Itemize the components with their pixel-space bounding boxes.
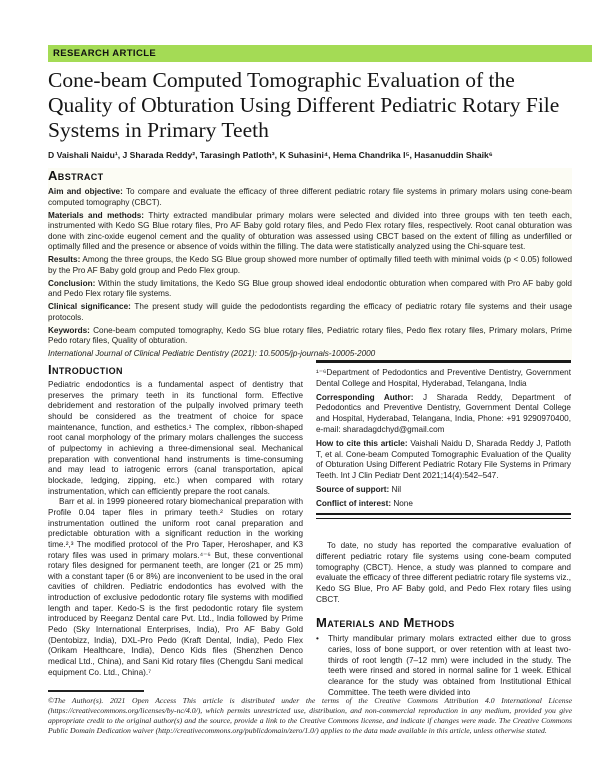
affiliation-note: ¹⁻⁶Department of Pedodontics and Preventive Dentistry, Government Dental College and Hospital, Hyderabad, Telangana, India [316, 368, 571, 388]
abstract-methods-text: Thirty extracted mandibular primary molars were selected and divided into three groups with ten teeth each, instrumented with Kedo SG Blue rotary files, Pro AF Baby gold rotary files, and Pedo Flex rotary files, respectively. Root canal obturation was done with zinc-oxide eugenol cement and the quality of obturation was assessed using CBCT based on the extent of filling as underfilled or optimally filled and the presence or absence of voids within the filling. The data were statistically analyzed using the Chi-square test. [48, 210, 573, 251]
conflict-of-interest-text: None [391, 499, 413, 509]
research-article-badge [48, 45, 592, 62]
abstract-keywords [48, 326, 572, 347]
conflict-of-interest [316, 499, 571, 510]
abstract-methods-label: Materials and methods: [48, 210, 144, 220]
abstract-keywords-label: Keywords: [48, 325, 90, 335]
materials-bullet-text: Thirty mandibular primary molars extracted either due to gross caries, loss of bone support, or over retention with at least two-thirds of root length (7–12 mm) were included in the study. The teeth were rinsed and stored in normal saline for 1 week. Ethical clearance for the study was obtained from Institutional Ethical Committee. The teeth were divided into [328, 634, 571, 697]
introduction-heading: Introduction [48, 362, 123, 377]
license-text: ©The Author(s). 2021 Open Access This article is distributed under the terms of the Creative Commons Attribution 4.0 International License (https://creativecommons.org/licenses/by-nc/4.0/), which permits unrestricted use, distribution, and non-commercial reproduction in any medium, provided you give appropriate credit to the original author(s) and the source, provide a link to the Creative Commons license, and indicate if changes were made. The Creative Commons Public Domain Dedication waiver (http://creativecommons.org/publicdomain/zero/1.0/) applies to the data made available in this article, unless otherwise stated. [48, 696, 572, 736]
corresponding-author-text: J Sharada Reddy, Department of Pedodontics and Preventive Dentistry, Government Dental College and Hospital, Hyderabad, Telangana, India, Phone: +91 9290970400, e-mail: sharadagdchyd@gmail.com [316, 392, 571, 434]
materials-bullet-item [316, 634, 571, 698]
abstract-clinical-significance [48, 302, 572, 323]
abstract-conclusion [48, 279, 572, 300]
conflict-of-interest-label: Conflict of interest: [316, 499, 392, 509]
abstract-methods [48, 211, 572, 253]
abstract-aim [48, 187, 572, 208]
abstract-clinical-significance-text: The present study will guide the pedodontists regarding the efficacy of pediatric rotary file systems and their usage protocols. [48, 302, 572, 322]
source-of-support [316, 485, 571, 496]
introduction-paragraph-1: Pediatric endodontics is a fundamental aspect of dentistry that preserves the primary teeth in its functional form. Effective debridement and restoration of the pulpally involved primary teeth should be considered as the treatment of choice for space maintenance, function, and esthetics.¹ The complex, ribbon-shaped root canal morphology of the primary molars challenges the success of pulpectomy in achieving a three-dimensional seal. Mechanical preparation with conventional hand instruments is time-consuming and may lead to iatrogenic errors (canal transportation, apical blockade, ledging, zipping, etc.) when compared with rotary instrumentation, which can efficiently prepare the root canals. [48, 380, 303, 496]
abstract-conclusion-label: Conclusion: [48, 278, 96, 288]
how-to-cite [316, 439, 571, 482]
introduction-paragraph-2: Barr et al. in 1999 pioneered rotary biomechanical preparation with Profile 0.04 taper files in primary teeth.² Studies on rotary instrumentation outlined the uniform root canal preparation and predictable obturation with a significant reduction in the working time.²,³ The modified protocol of the Pro Taper, Heroshaper, and K3 rotary files was used in primary molars.⁴⁻⁶ But, these conventional rotary files designed for permanent teeth, are longer (21 or 25 mm) with a constant taper (6 or 8%) are inconvenient to be used in the oral cavities of children. Pediatric endodontics has evolved with the introduction of exclusive pedodontic rotary file systems with modified length and taper. Kedo-S is the first pedodontic rotary file system introduced by Reeganz Dental care Pvt. Ltd., India followed by Prime Pedo (Sky International Enterprises, India), Pro AF Baby Gold (Dentobizz, India), DXL-Pro Pedo (Kraft Dental, India), Pedo Flex (Orikam Healthcare, India), Denco Kids files (Shenzhen Denco medical Ltd., China), and Sani Kid rotary files (Chengdu Sani medical equipment Co. Ltd., China).⁷ [48, 497, 303, 677]
article-info-bottom-rule [316, 513, 571, 519]
journal-citation: International Journal of Clinical Pediatric Dentistry (2021): 10.5005/jp-journals-10005-2000 [48, 349, 376, 358]
how-to-cite-label: How to cite this article: [316, 438, 408, 448]
license-footer [48, 690, 572, 737]
to-date-paragraph: To date, no study has reported the comparative evaluation of different pediatric rotary file systems using cone-beam computed tomography (CBCT). Hence, a study was planned to compare and evaluate the efficacy of three different pediatric rotary file systems viz., Kedo SG Blue, Pro AF Baby gold, and Pedo Flex rotary files using CBCT. [316, 541, 571, 604]
corresponding-author-label: Corresponding Author: [316, 392, 414, 402]
abstract-heading: Abstract [48, 168, 104, 183]
corresponding-author [316, 393, 571, 436]
abstract-clinical-significance-label: Clinical significance: [48, 302, 131, 311]
article-title: Cone-beam Computed Tomographic Evaluation of the Quality of Obturation Using Different Pediatric Rotary File Systems in Primary Teeth [48, 68, 560, 142]
footer-separator-rule [48, 690, 144, 692]
abstract-results-label: Results: [48, 255, 81, 264]
source-of-support-label: Source of support: [316, 485, 390, 495]
abstract-results [48, 255, 572, 276]
left-column [48, 360, 303, 698]
research-article-badge-label: RESEARCH ARTICLE [53, 48, 157, 59]
source-of-support-text: Nil [389, 485, 402, 495]
abstract-conclusion-text: Within the study limitations, the Kedo SG Blue group showed ideal endodontic obturation when compared with Pro AF baby gold and Pedo Flex rotary file systems. [48, 278, 572, 298]
abstract-keywords-text: Cone-beam computed tomography, Kedo SG blue rotary files, Pediatric rotary files, Pedo flex rotary files, Primary molars, Prime Pedo rotary files, Quality of obturation. [48, 325, 572, 345]
how-to-cite-text: Vaishali Naidu D, Sharada Reddy J, Patloth T, et al. Cone-beam Computed Tomographic Evaluation of the Quality of Obturation Using Different Pediatric Rotary File Systems in Primary Teeth. Int J Clin Pediatr Dent 2021;14(4):542–547. [316, 438, 571, 480]
two-column-body [48, 360, 572, 698]
bullet-icon: • [316, 634, 319, 644]
abstract-aim-text: To compare and evaluate the efficacy of three different pediatric rotary file systems in primary molars using cone-beam computed tomography (CBCT). [48, 187, 573, 207]
article-info-top-rule [316, 360, 571, 363]
abstract-aim-label: Aim and objective: [48, 187, 123, 196]
abstract-section [48, 168, 572, 360]
abstract-results-text: Among the three groups, the Kedo SG Blue group showed more number of optimally filled teeth with minimal voids (p < 0.05) followed by the Pro AF Baby gold group and Pedo Flex group. [48, 255, 572, 275]
materials-methods-heading: Materials and Methods [316, 615, 455, 631]
authors-line: D Vaishali Naidu¹, J Sharada Reddy², Tarasingh Patloth³, K Suhasini⁴, Hema Chandrika I⁵, Hasanuddin Shaik⁶ [48, 150, 493, 160]
right-column [316, 360, 571, 698]
